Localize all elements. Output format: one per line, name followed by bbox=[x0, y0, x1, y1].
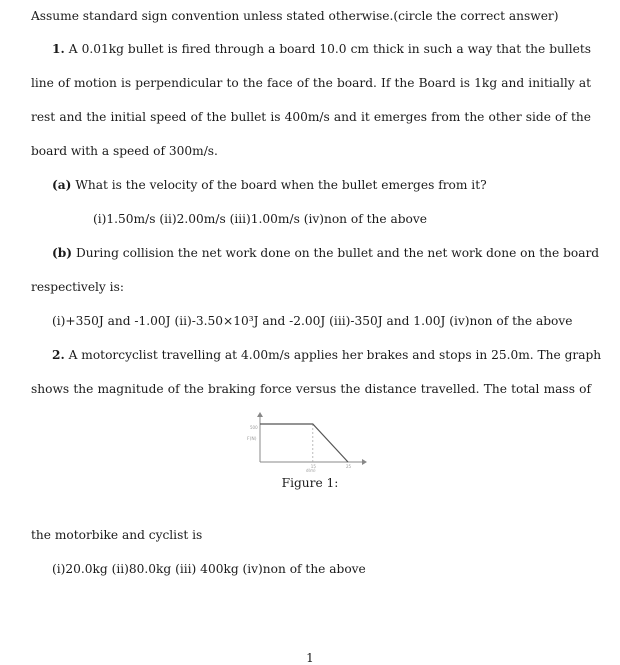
q1b-text: During collision the net work done on the bullet and the net work done on the board bbox=[75, 246, 600, 260]
x-tick-label-2: 25 bbox=[346, 464, 352, 469]
q1b-options[interactable]: (i)+350J and -1.00J (ii)-3.50×10³J and -2.00J (iii)-350J and 1.00J (iv)non of the above bbox=[52, 314, 573, 328]
q1a-text: What is the velocity of the board when the bullet emerges from it? bbox=[75, 178, 487, 192]
q1b-question-cont: respectively is: bbox=[31, 280, 124, 294]
x-axis-arrow bbox=[362, 459, 367, 465]
page-number: 1 bbox=[306, 651, 314, 665]
figure-caption: Figure 1: bbox=[281, 476, 339, 490]
q1b-question bbox=[52, 245, 600, 261]
q1a-question bbox=[52, 177, 591, 193]
q1a-label: (a) bbox=[52, 178, 72, 192]
force-series-line bbox=[260, 424, 348, 462]
q1-text-1: A 0.01kg bullet is fired through a board 10.0 cm thick in such a way that the bullets bbox=[68, 42, 592, 56]
q1b-label: (b) bbox=[52, 246, 73, 260]
q1-line-1 bbox=[52, 41, 591, 57]
y-axis-arrow bbox=[257, 412, 263, 417]
y-tick-label: 500 bbox=[250, 425, 258, 430]
q2-line-2: shows the magnitude of the braking force versus the distance travelled. The total mass of bbox=[31, 382, 591, 396]
q2-number: 2. bbox=[52, 348, 65, 362]
q1-line-4: board with a speed of 300m/s. bbox=[31, 144, 218, 158]
q1a-options[interactable]: (i)1.50m/s (ii)2.00m/s (iii)1.00m/s (iv)non of the above bbox=[93, 212, 427, 226]
q1-line-2: line of motion is perpendicular to the face of the board. If the Board is 1kg and initially at bbox=[31, 76, 591, 90]
instruction-text: Assume standard sign convention unless stated otherwise.(circle the correct answer) bbox=[31, 9, 559, 23]
x-axis-label: d(m) bbox=[306, 468, 316, 472]
q2-line-1 bbox=[52, 347, 602, 363]
q2-options[interactable]: (i)20.0kg (ii)80.0kg (iii) 400kg (iv)non of the above bbox=[52, 562, 366, 576]
q2-continuation: the motorbike and cyclist is bbox=[31, 528, 203, 542]
y-axis-label: F(N) bbox=[247, 437, 257, 442]
braking-force-graph bbox=[230, 410, 370, 472]
q1-line-3: rest and the initial speed of the bullet is 400m/s and it emerges from the other side of the bbox=[31, 110, 591, 124]
x-tick-label-1: 15 bbox=[310, 464, 316, 469]
q1-number: 1. bbox=[52, 42, 65, 56]
q2-text-1: A motorcyclist travelling at 4.00m/s applies her brakes and stops in 25.0m. The graph bbox=[68, 348, 602, 362]
